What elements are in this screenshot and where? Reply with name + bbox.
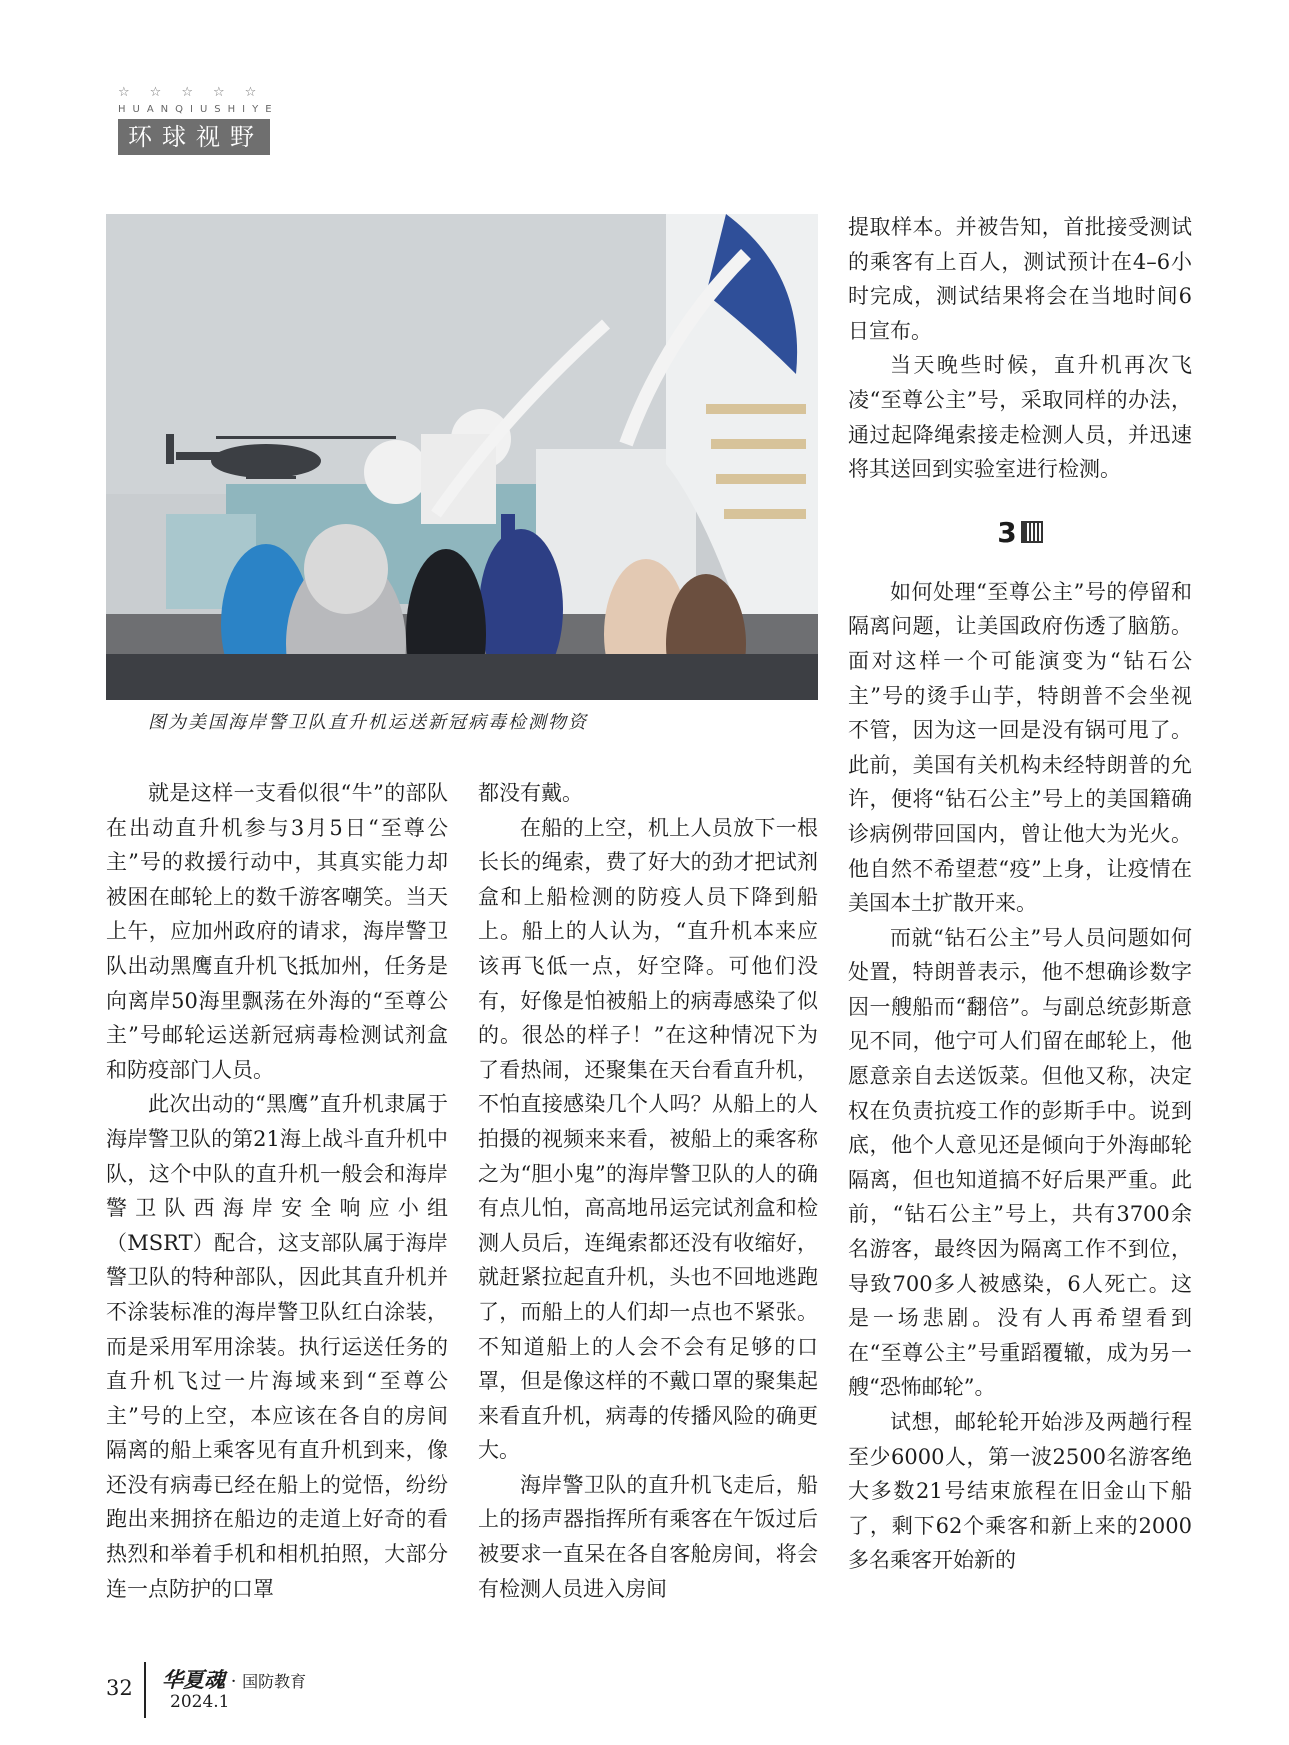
magazine-brand: 华夏魂 · 国防教育 bbox=[162, 1667, 307, 1692]
star-icons bbox=[118, 86, 279, 100]
article-column-2 bbox=[478, 776, 818, 1606]
star-icon: ☆ bbox=[118, 85, 130, 100]
star-icon: ☆ bbox=[212, 85, 225, 100]
book-icon bbox=[1021, 521, 1043, 543]
article-column-3 bbox=[848, 210, 1192, 1578]
section-tag: 环球视野 bbox=[118, 119, 270, 155]
paragraph: 海岸警卫队的直升机飞走后，船上的扬声器指挥所有乘客在午饭过后被要求一直呆在各自客舱房间，将会有检测人员进入房间 bbox=[478, 1472, 818, 1601]
footer-divider bbox=[144, 1662, 146, 1718]
paragraph: 此次出动的“黑鹰”直升机隶属于海岸警卫队的第21海上战斗直升机中队，这个中队的直升机一般会和海岸警卫队西海岸安全响应小组（MSRT）配合，这支部队属于海岸警卫队的特种部队，因此其直升机并不涂装标准的海岸警卫队红白涂装，而是采用军用涂装。执行运送任务的直升机飞过一片海域来到“至尊公主”号的上空，本应该在各自的房间隔离的船上乘客见有直升机到来，像还没有病毒已经在船上的觉悟，纷纷跑出来拥挤在船边的走道上好奇的看热烈和举着手机和相机拍照，大部分连一点防护的口罩 bbox=[106, 1092, 448, 1601]
paragraph: 试想，邮轮轮开始涉及两趟行程至少6000人，第一波2500名游客绝大多数21号结束旅程在旧金山下船了，剩下62个乘客和新上来的2000多名乘客开始新的 bbox=[848, 1410, 1192, 1573]
page-number: 32 bbox=[106, 1676, 133, 1700]
paragraph-continued: 提取样本。并被告知，首批接受测试的乘客有上百人，测试预计在4–6小时完成，测试结果将会在当地时间6日宣布。 bbox=[848, 215, 1192, 343]
article-column-1 bbox=[106, 776, 448, 1606]
paragraph: 如何处理“至尊公主”号的停留和隔离问题，让美国政府伤透了脑筋。面对这样一个可能演变为“钻石公主”号的烫手山芋，特朗普不会坐视不管，因为这一回是没有锅可甩了。此前，美国有关机构未经特朗普的允许，便将“钻石公主”号上的美国籍确诊病例带回国内，曾让他大为光火。他自然不希望惹“疫”上身，让疫情在美国本土扩散开来。 bbox=[848, 579, 1192, 916]
paragraph: 在船的上空，机上人员放下一根长长的绳索，费了好大的劲才把试剂盒和上船检测的防疫人员下降到船上。船上的人认为，“直升机本来应该再飞低一点，好空降。可他们没有，好像是怕被船上的病毒感染了似的。很怂的样子！”在这种情况下为了看热闹，还聚集在天台看直升机，不怕直接感染几个人吗？从船上的人拍摄的视频来来看，被船上的乘客称之为“胆小鬼”的海岸警卫队的人的确有点儿怕，高高地吊运完试剂盒和检测人员后，连绳索都还没有收缩好，就赶紧拉起直升机，头也不回地逃跑了，而船上的人们却一点也不紧张。不知道船上的人会不会有足够的口罩，但是像这样的不戴口罩的聚集起来看直升机，病毒的传播风险的确更大。 bbox=[478, 815, 818, 1463]
star-icon: ☆ bbox=[244, 85, 257, 100]
article-photo bbox=[106, 214, 818, 700]
paragraph: 就是这样一支看似很“牛”的部队在出动直升机参与3月5日“至尊公主”号的救援行动中，其真实能力却被困在邮轮上的数千游客嘲笑。当天上午，应加州政府的请求，海岸警卫队出动黑鹰直升机飞抵加州，任务是向离岸50海里飘荡在外海的“至尊公主”号邮轮运送新冠病毒检测试剂盒和防疫部门人员。 bbox=[106, 781, 448, 1082]
paragraph: 当天晚些时候，直升机再次飞凌“至尊公主”号，采取同样的办法，通过起降绳索接走检测人员，并迅速将其送回到实验室进行检测。 bbox=[848, 353, 1192, 482]
paragraph: 而就“钻石公主”号人员问题如何处置，特朗普表示，他不想确诊数字因一艘船而“翻倍”。与副总统彭斯意见不同，他宁可人们留在邮轮上，他愿意亲自去送饭菜。但他又称，决定权在负责抗疫工作的彭斯手中。说到底，他个人意见还是倾向于外海邮轮隔离，但也知道搞不好后果严重。此前，“钻石公主”号上，共有3700余名游客，最终因为隔离工作不到位，导致700多人被感染，6人死亡。这是一场悲剧。没有人再希望看到在“至尊公主”号重蹈覆辙，成为另一艘“恐怖邮轮”。 bbox=[848, 925, 1192, 1400]
paragraph-continued: 都没有戴。 bbox=[478, 781, 583, 805]
star-icon: ☆ bbox=[149, 85, 162, 100]
photo-caption: 图为美国海岸警卫队直升机运送新冠病毒检测物资 bbox=[148, 712, 588, 733]
section-pinyin: HUANQIUSHIYE bbox=[118, 104, 279, 115]
helicopter-photo-illustration bbox=[106, 214, 818, 700]
magazine-logo: 华夏魂 bbox=[162, 1667, 225, 1692]
issue-number: 2024.1 bbox=[170, 1692, 230, 1712]
section-heading bbox=[848, 513, 1192, 553]
star-icon: ☆ bbox=[181, 85, 193, 100]
section-header bbox=[118, 86, 279, 155]
section-number: 3 bbox=[997, 515, 1017, 549]
magazine-subtitle: 国防教育 bbox=[242, 1672, 307, 1691]
